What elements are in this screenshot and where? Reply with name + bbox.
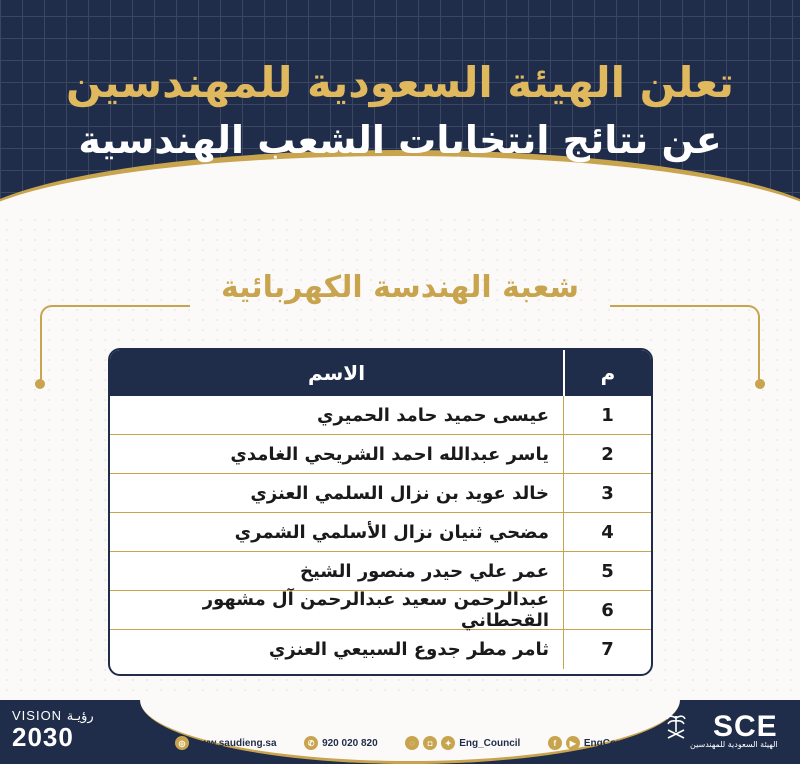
social-link-2[interactable]: [548, 736, 645, 750]
table-row: [110, 396, 651, 435]
row-name: خالد عويد بن نزال السلمي العنزي: [250, 482, 549, 504]
row-number: 3: [563, 474, 651, 512]
website-text: www.saudieng.sa: [193, 737, 277, 749]
row-number: 7: [563, 630, 651, 669]
table-row: [110, 435, 651, 474]
youtube-icon: ▶: [566, 736, 580, 750]
phone-link[interactable]: [304, 736, 378, 750]
twitter-icon: ✦: [441, 736, 455, 750]
row-name: مضحي ثنيان نزال الأسلمي الشمري: [234, 521, 549, 543]
instagram-icon: ◘: [423, 736, 437, 750]
frame-dot-right: [755, 379, 765, 389]
row-number: 6: [563, 591, 651, 629]
vision-label: VISION رؤيـة: [12, 708, 94, 723]
logo-text: SCE: [712, 710, 778, 743]
sce-logo: [690, 710, 778, 749]
row-name: ثامر مطر جدوع السبيعي العنزي: [268, 639, 549, 660]
row-number: 5: [563, 552, 651, 590]
row-number: 2: [563, 435, 651, 473]
row-name: عبدالرحمن سعيد عبدالرحمن آل مشهور القحطاني: [202, 589, 549, 631]
social-handle-2: EngCouncil1: [583, 737, 645, 749]
results-table: [108, 348, 653, 676]
frame-dot-left: [35, 379, 45, 389]
table-row: [110, 591, 651, 630]
palm-swords-icon: [665, 712, 687, 742]
phone-text: 920 020 820: [322, 737, 378, 749]
table-row: [110, 513, 651, 552]
row-name: عيسى حميد حامد الحميري: [316, 404, 549, 426]
website-link[interactable]: [175, 736, 277, 750]
table-row: [110, 630, 651, 669]
social-link-1[interactable]: [405, 736, 520, 750]
snapchat-icon: ◌: [405, 736, 419, 750]
section-title: شعبة الهندسة الكهربائية: [220, 270, 580, 305]
row-number: 4: [563, 513, 651, 551]
column-header-name: الاسم: [307, 361, 366, 385]
logo-subtitle: الهيئة السعودية للمهندسين: [690, 740, 778, 749]
announcement-title: تعلن الهيئة السعودية للمهندسين: [65, 58, 735, 107]
globe-icon: ◎: [175, 736, 189, 750]
table-header: [110, 350, 651, 396]
table-row: [110, 474, 651, 513]
contact-strip: [175, 736, 645, 750]
row-number: 1: [563, 396, 651, 434]
announcement-subtitle: عن نتائج انتخابات الشعب الهندسية: [78, 118, 722, 162]
row-name: عمر علي حيدر منصور الشيخ: [299, 560, 549, 582]
vision-2030-logo: [12, 708, 94, 753]
column-header-number: م: [563, 350, 651, 396]
table-row: [110, 552, 651, 591]
social-handle-1: Eng_Council: [459, 737, 521, 749]
phone-icon: ✆: [304, 736, 318, 750]
row-name: ياسر عبدالله احمد الشريحي الغامدي: [230, 443, 549, 465]
facebook-icon: f: [548, 736, 562, 750]
vision-year: 2030: [12, 722, 74, 752]
